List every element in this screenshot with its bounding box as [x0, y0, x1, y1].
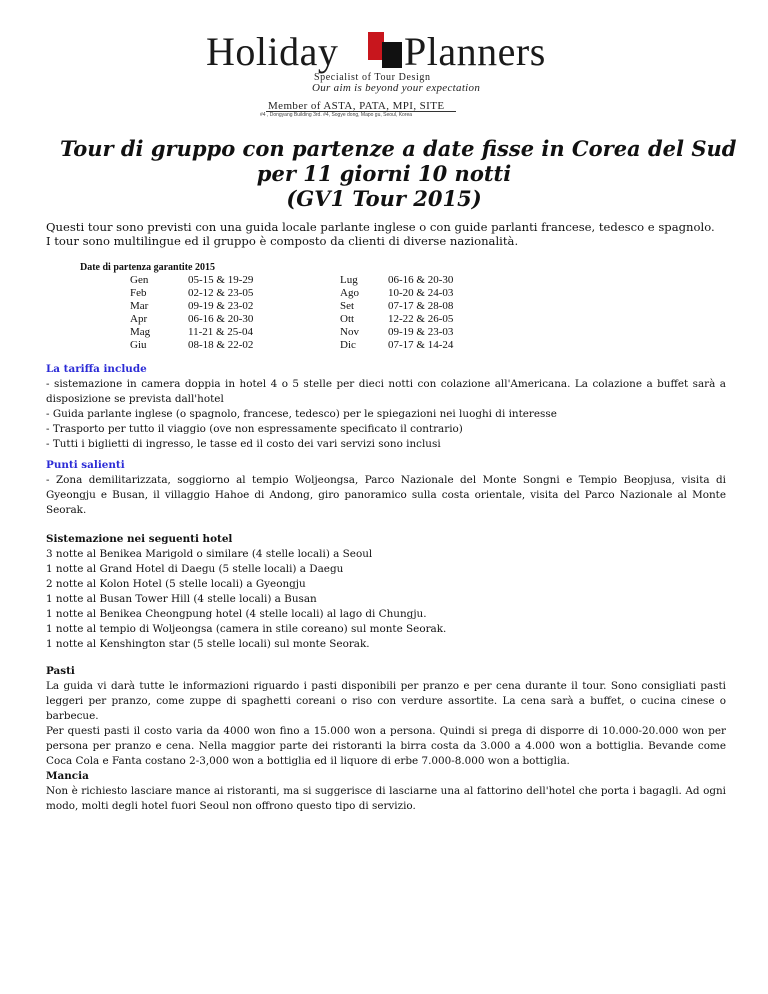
- highlights-heading: Punti salienti: [46, 459, 125, 471]
- date-days: 07-17 & 14-24: [388, 339, 454, 351]
- date-month: Dic: [340, 339, 356, 351]
- date-days: 02-12 & 23-05: [188, 287, 254, 299]
- meals-section: [46, 664, 726, 814]
- tips-text: Non è richiesto lasciare mance ai ristoranti, ma si suggerisce di lasciarne una al fattorino dell'hotel che porta i bagagli. Ad ogni modo, molti degli hotel fuori Seoul non offrono questo tipo di servizio.: [46, 785, 726, 812]
- highlights-text: - Zona demilitarizzata, soggiorno al tempio Woljeongsa, Parco Nazionale del Monte Songni e Tempio Beopjusa, visita di Gyeongju e Busan, il villaggio Hahoe di Andong, giro panoramico sulla costa orientale, visita del Parco Nazionale al Monte Seorak.: [46, 474, 726, 516]
- date-month: Giu: [130, 339, 147, 351]
- date-days: 10-20 & 24-03: [388, 287, 454, 299]
- date-days: 08-18 & 22-02: [188, 339, 254, 351]
- include-item: - Trasporto per tutto il viaggio (ove non espressamente specificato il contrario): [46, 423, 463, 435]
- hotel-item: 2 notte al Kolon Hotel (5 stelle locali) a Gyeongju: [46, 578, 306, 590]
- date-month: Set: [340, 300, 355, 312]
- include-item: - sistemazione in camera doppia in hotel 4 o 5 stelle per dieci notti con colazione all'Americana. La colazione a buffet sarà a disposizione se prevista dall'hotel: [46, 378, 726, 405]
- date-days: 09-19 & 23-02: [188, 300, 254, 312]
- hotel-item: 1 notte al Busan Tower Hill (4 stelle locali) a Busan: [46, 593, 317, 605]
- date-month: Lug: [340, 274, 358, 286]
- hotel-item: 1 notte al Benikea Cheongpung hotel (4 stelle locali) al lago di Chungju.: [46, 608, 427, 620]
- logo-word-right: Planners: [404, 29, 546, 74]
- logo-tagline-specialist: Specialist of Tour Design: [314, 72, 431, 83]
- include-item: - Tutti i biglietti di ingresso, le tasse ed il costo dei vari servizi sono inclusi: [46, 438, 441, 450]
- hotel-item: 3 notte al Benikea Marigold o similare (4 stelle locali) a Seoul: [46, 548, 373, 560]
- highlights-section: [46, 458, 726, 518]
- date-days: 06-16 & 20-30: [388, 274, 454, 286]
- tips-heading: Mancia: [46, 770, 89, 782]
- date-month: Gen: [130, 274, 149, 286]
- title-line-3: (GV1 Tour 2015): [286, 186, 482, 211]
- include-section: [46, 362, 726, 452]
- intro-line-1: Questi tour sono previsti con una guida locale parlante inglese o con guide parlanti francese, tedesco e spagnolo.: [46, 220, 715, 234]
- hotel-item: 1 notte al Grand Hotel di Daegu (5 stelle locali) a Daegu: [46, 563, 344, 575]
- logo-word-left: Holiday: [206, 29, 339, 74]
- date-month: Ago: [340, 287, 359, 299]
- page-title: [60, 136, 737, 211]
- intro-line-2: I tour sono multilingue ed il gruppo è composto da clienti di diverse nazionalità.: [46, 234, 519, 248]
- title-line-1: Tour di gruppo con partenze a date fisse in Corea del Sud: [60, 136, 737, 161]
- date-month: Feb: [130, 287, 147, 299]
- include-item: - Guida parlante inglese (o spagnolo, francese, tedesco) per le spiegazioni nei luoghi di interesse: [46, 408, 557, 420]
- intro-paragraph: [46, 220, 736, 248]
- company-address: #4 , Dongyang Building 3rd. #4, Sogye dong, Mapo gu, Seoul, Korea: [260, 112, 413, 118]
- logo-mark-icon: [368, 32, 402, 68]
- hotels-heading: Sistemazione nei seguenti hotel: [46, 533, 233, 545]
- logo-tagline-aim: Our aim is beyond your expectation: [312, 82, 481, 94]
- date-month: Nov: [340, 326, 359, 338]
- meals-paragraph-2: Per questi pasti il costo varia da 4000 won fino a 15.000 won a persona. Quindi si prega di disporre di 10.000-20.000 won per persona per pranzo e cena. Nella maggior parte dei ristoranti la birra costa da 3.000 a 4.000 won a bottiglia. Bevande come Coca Cola e Fanta costano 2-3,000 won a bottiglia ed il liquore di erbe 7.000-8.000 won a bottiglia.: [46, 725, 726, 767]
- hotel-item: 1 notte al tempio di Woljeongsa (camera in stile coreano) sul monte Seorak.: [46, 623, 447, 635]
- date-days: 06-16 & 20-30: [188, 313, 254, 325]
- date-month: Mag: [130, 326, 151, 338]
- meals-heading: Pasti: [46, 665, 75, 677]
- date-month: Mar: [130, 300, 149, 312]
- membership-line: Member of ASTA, PATA, MPI, SITE: [268, 100, 445, 112]
- hotel-item: 1 notte al Kenshington star (5 stelle locali) sul monte Seorak.: [46, 638, 370, 650]
- date-days: 12-22 & 26-05: [388, 313, 454, 325]
- dates-heading: Date di partenza garantite 2015: [80, 262, 215, 273]
- date-days: 09-19 & 23-03: [388, 326, 454, 338]
- title-line-2: per 11 giorni 10 notti: [256, 161, 512, 186]
- meals-paragraph-1: La guida vi darà tutte le informazioni riguardo i pasti disponibili per pranzo e per cena durante il tour. Sono consigliati pasti leggeri per pranzo, come zuppe di spaghetti coreani o riso con verdure assortite. La cena sarà a buffet, o cucina cinese o barbecue.: [46, 680, 726, 722]
- date-days: 07-17 & 28-08: [388, 300, 454, 312]
- date-month: Apr: [130, 313, 148, 325]
- date-month: Ott: [340, 313, 355, 325]
- hotels-section: [46, 532, 726, 652]
- date-days: 11-21 & 25-04: [188, 326, 253, 338]
- include-heading: La tariffa include: [46, 363, 147, 375]
- date-days: 05-15 & 19-29: [188, 274, 254, 286]
